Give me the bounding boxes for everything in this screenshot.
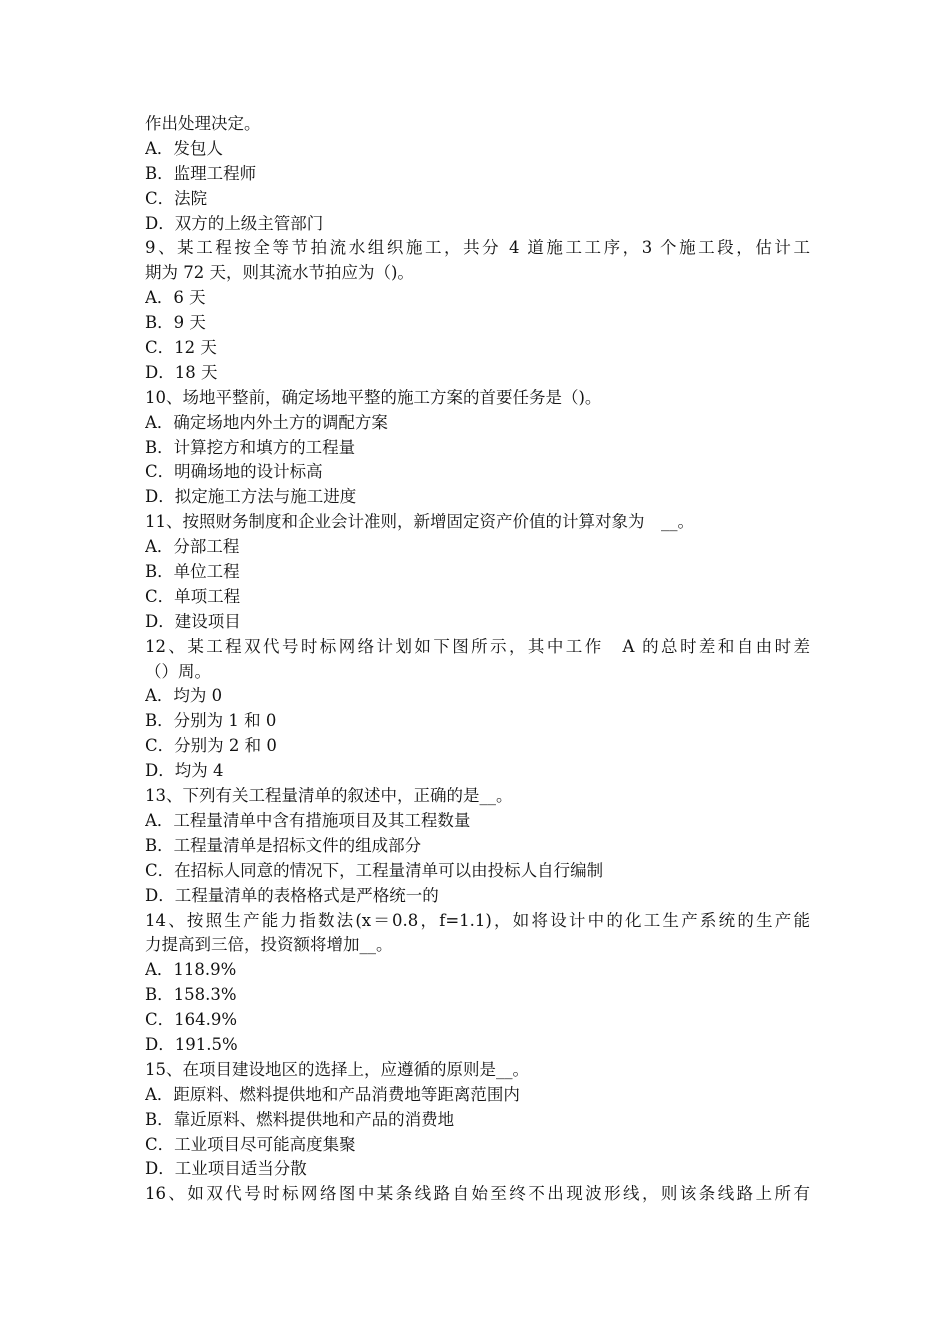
text-line: C．法院	[145, 188, 208, 208]
text-line: D．18 天	[145, 362, 218, 382]
text-line: B．计算挖方和填方的工程量	[145, 437, 356, 457]
text-line: A．确定场地内外土方的调配方案	[145, 412, 388, 432]
text-line: 11、按照财务制度和企业会计准则，新增固定资产价值的计算对象为 __。	[145, 512, 694, 532]
text-line: D．建设项目	[145, 611, 241, 631]
text-line: A．6 天	[145, 288, 206, 308]
text-line: C．在招标人同意的情况下，工程量清单可以由投标人自行编制	[145, 860, 604, 880]
text-line: A．工程量清单中含有措施项目及其工程数量	[145, 810, 471, 830]
text-line: 9、某工程按全等节拍流水组织施工，共分 4 道施工工序，3 个施工段，估计工	[145, 238, 810, 258]
text-line: （）周。	[145, 661, 211, 681]
text-line: C．164.9%	[145, 1010, 238, 1030]
text-line: B．单位工程	[145, 562, 240, 582]
text-line: D．工程量清单的表格格式是严格统一的	[145, 885, 439, 905]
text-line: A．距原料、燃料提供地和产品消费地等距离范围内	[145, 1084, 520, 1104]
text-line: C．12 天	[145, 338, 217, 358]
text-line: B．分别为 1 和 0	[145, 711, 277, 731]
text-line: 14、按照生产能力指数法(x＝0.8，f=1.1)，如将设计中的化工生产系统的生产能	[145, 910, 810, 930]
text-line: 12、某工程双代号时标网络计划如下图所示，其中工作 A 的总时差和自由时差	[145, 636, 810, 656]
text-line: B．9 天	[145, 313, 206, 333]
text-line: C．明确场地的设计标高	[145, 462, 323, 482]
text-line: B．靠近原料、燃料提供地和产品的消费地	[145, 1109, 455, 1129]
text-line: 13、下列有关工程量清单的叙述中，正确的是__。	[145, 786, 513, 806]
document-page	[145, 112, 810, 1207]
text-line: A．均为 0	[145, 686, 223, 706]
text-line: 15、在项目建设地区的选择上，应遵循的原则是__。	[145, 1059, 529, 1079]
text-line: 期为 72 天，则其流水节拍应为（)。	[145, 263, 414, 283]
text-line: C．工业项目尽可能高度集聚	[145, 1134, 356, 1154]
text-line: D．工业项目适当分散	[145, 1159, 307, 1179]
text-line: 力提高到三倍，投资额将增加__。	[145, 935, 393, 955]
text-line: C．分别为 2 和 0	[145, 736, 277, 756]
text-line: D．均为 4	[145, 761, 224, 781]
text-line: B．工程量清单是招标文件的组成部分	[145, 835, 422, 855]
text-line: C．单项工程	[145, 586, 241, 606]
text-line: B．监理工程师	[145, 163, 257, 183]
text-line: A．118.9%	[145, 960, 237, 980]
text-line: B．158.3%	[145, 985, 237, 1005]
text-line: 作出处理决定。	[145, 114, 261, 133]
text-line: D．拟定施工方法与施工进度	[145, 487, 357, 507]
text-line: 10、场地平整前，确定场地平整的施工方案的首要任务是（)。	[145, 387, 602, 407]
text-line: D．191.5%	[145, 1034, 238, 1054]
text-line: A．分部工程	[145, 537, 240, 557]
text-line: 16、如双代号时标网络图中某条线路自始至终不出现波形线，则该条线路上所有	[145, 1184, 810, 1204]
text-line: A．发包人	[145, 138, 223, 158]
text-line: D．双方的上级主管部门	[145, 213, 324, 233]
